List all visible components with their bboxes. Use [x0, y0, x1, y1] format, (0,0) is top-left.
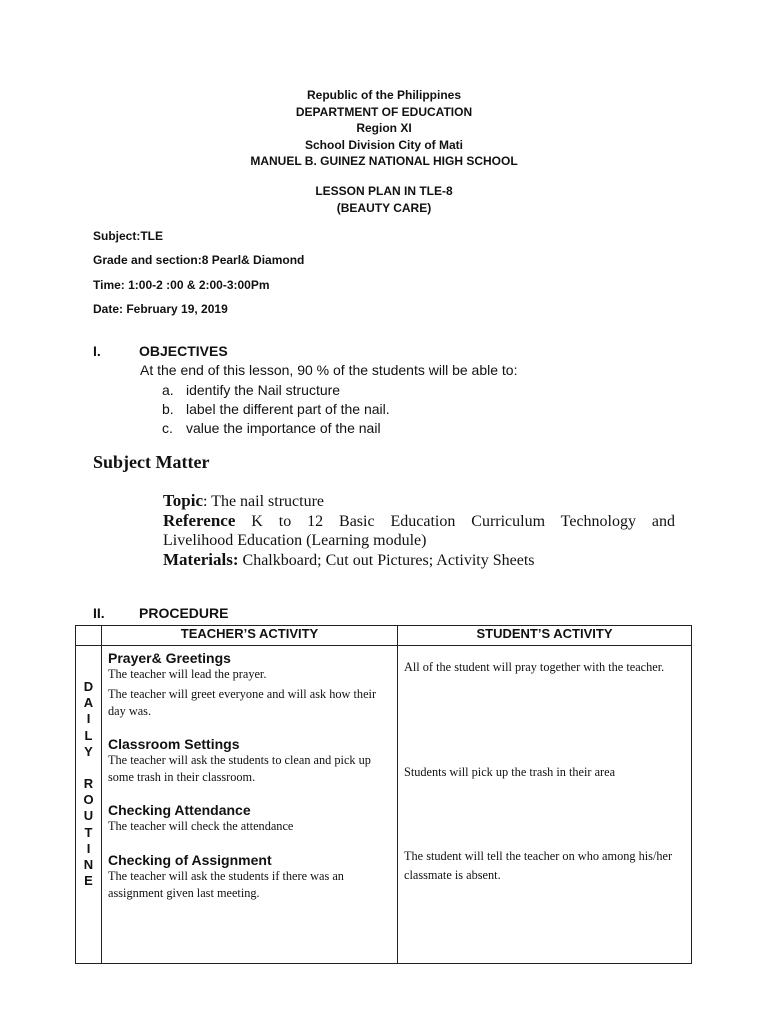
- header-region: Region XI: [356, 121, 412, 135]
- side-letter: I: [86, 840, 91, 856]
- materials-text: Chalkboard; Cut out Pictures; Activity Sheets: [242, 552, 535, 569]
- daily-routine-side-label: [76, 646, 102, 964]
- student-attendance-response: The student will tell the teacher on who among his/her classmate is absent.: [404, 849, 673, 882]
- reference-line: [163, 511, 675, 532]
- materials-label: Materials:: [163, 550, 239, 569]
- header-division: School Division City of Mati: [304, 137, 463, 152]
- header-school: MANUEL B. GUINEZ NATIONAL HIGH SCHOOL: [250, 154, 518, 168]
- student-classroom-response: Students will pick up the trash in their area: [404, 765, 616, 779]
- topic-text: : The nail structure: [203, 493, 325, 510]
- lesson-plan-title: [0, 183, 768, 217]
- objectives-heading: [93, 343, 228, 359]
- lesson-plan-title-line1: LESSON PLAN IN TLE-8: [315, 184, 453, 198]
- reference-label: Reference: [163, 511, 236, 530]
- side-letter: L: [84, 727, 93, 743]
- meta-date: Date: February 19, 2019: [93, 302, 228, 316]
- checking-attendance-title: Checking Attendance: [108, 802, 251, 818]
- meta-subject: Subject:TLE: [93, 229, 164, 243]
- side-letter: A: [83, 695, 94, 711]
- side-letter: Y: [84, 743, 93, 759]
- objective-letter: b.: [162, 401, 174, 417]
- objective-text: identify the Nail structure: [186, 382, 341, 398]
- side-letter: O: [83, 792, 94, 808]
- side-letter: E: [84, 873, 93, 889]
- side-letter-gap: [76, 760, 101, 776]
- header-department: DEPARTMENT OF EDUCATION: [295, 104, 473, 119]
- objectives-title: OBJECTIVES: [139, 343, 228, 359]
- objective-letter: c.: [162, 420, 173, 436]
- reference-text-line2: Livelihood Education (Learning module): [163, 532, 427, 549]
- side-letter: U: [83, 808, 94, 824]
- subject-matter-heading: Subject Matter: [93, 452, 210, 472]
- reference-text-line1: K to 12 Basic Education Curriculum Technology and: [251, 513, 676, 530]
- procedure-table-header-row: [76, 626, 692, 646]
- objective-text: value the importance of the nail: [186, 420, 381, 436]
- table-corner-cell: [76, 626, 102, 646]
- side-letter: N: [83, 857, 94, 873]
- checking-assignment-text: The teacher will ask the students if there was an assignment given last meeting.: [108, 869, 344, 900]
- checking-assignment-title: Checking of Assignment: [108, 852, 272, 868]
- side-letter: T: [84, 824, 93, 840]
- prayer-greetings-title: Prayer& Greetings: [108, 650, 231, 666]
- objectives-number: I.: [93, 343, 101, 359]
- prayer-greetings-line2: The teacher will greet everyone and will ask how their day was.: [108, 687, 377, 718]
- objective-item: [162, 382, 340, 398]
- meta-grade-section: Grade and section:8 Pearl& Diamond: [93, 253, 305, 267]
- checking-attendance-text: The teacher will check the attendance: [108, 819, 294, 833]
- classroom-settings-title: Classroom Settings: [108, 736, 240, 752]
- side-letter: D: [83, 679, 94, 694]
- student-activities-cell: [398, 646, 692, 964]
- side-letter: I: [86, 711, 91, 727]
- procedure-table-row: [76, 646, 692, 964]
- objective-text: label the different part of the nail.: [186, 401, 390, 417]
- procedure-heading: [93, 605, 228, 621]
- procedure-title: PROCEDURE: [139, 605, 229, 621]
- materials-line: [163, 550, 675, 571]
- objectives-intro: At the end of this lesson, 90 % of the students will be able to:: [140, 362, 518, 378]
- meta-time: Time: 1:00-2 :00 & 2:00-3:00Pm: [93, 278, 270, 292]
- lesson-plan-title-line2: (BEAUTY CARE): [336, 201, 432, 215]
- prayer-greetings-line1: The teacher will lead the prayer.: [108, 667, 267, 681]
- document-header: [0, 87, 768, 170]
- objective-item: [162, 420, 381, 436]
- objective-letter: a.: [162, 382, 174, 398]
- teacher-activities-cell: [102, 646, 398, 964]
- procedure-number: II.: [93, 605, 105, 621]
- header-republic: Republic of the Philippines: [306, 88, 461, 102]
- classroom-settings-text: The teacher will ask the students to clean and pick up some trash in their classroom.: [108, 753, 371, 784]
- objective-item: [162, 401, 390, 417]
- side-letter: R: [83, 776, 94, 792]
- topic-line: [163, 491, 675, 512]
- procedure-table: [75, 625, 692, 964]
- student-prayer-response: All of the student will pray together with the teacher.: [404, 660, 665, 674]
- student-activity-header: STUDENT’S ACTIVITY: [398, 626, 692, 646]
- topic-label: Topic: [163, 491, 204, 510]
- teacher-activity-header: TEACHER’S ACTIVITY: [102, 626, 398, 646]
